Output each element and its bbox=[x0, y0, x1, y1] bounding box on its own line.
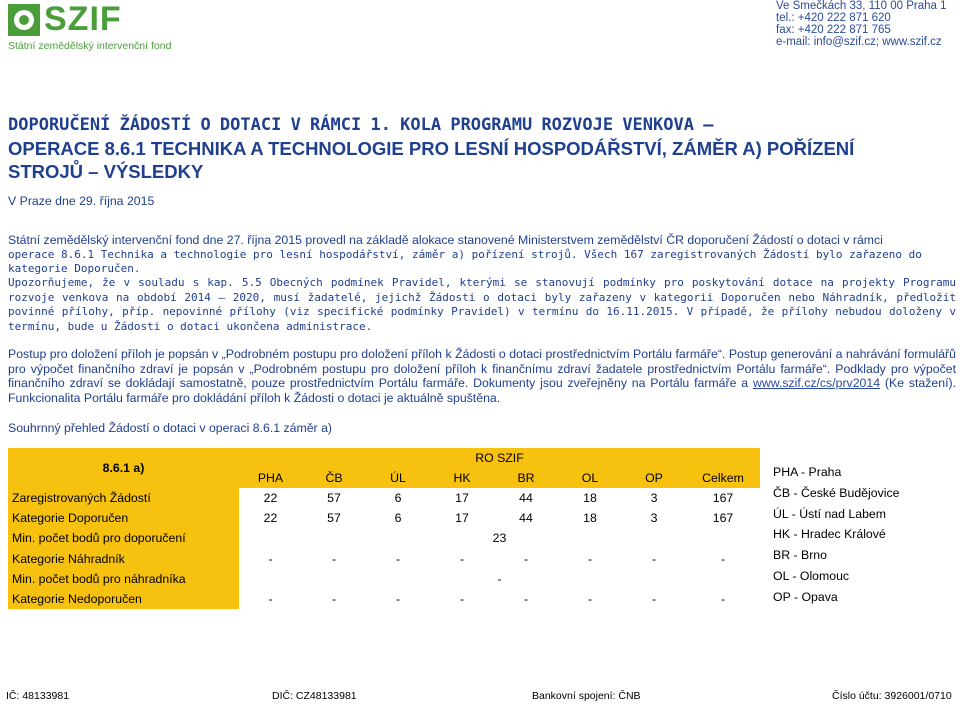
footer-dic: DIČ: CZ48133981 bbox=[272, 690, 357, 702]
title-line-3: STROJŮ – VÝSLEDKY bbox=[8, 161, 204, 182]
legend-item: PHA - Praha bbox=[773, 465, 842, 479]
table-cell: 22 bbox=[263, 511, 278, 526]
table-cell: - bbox=[587, 591, 593, 606]
table-cell: - bbox=[268, 551, 273, 566]
table-cell: - bbox=[587, 551, 593, 566]
table-cell: - bbox=[459, 551, 465, 566]
table-cell: - bbox=[651, 551, 657, 566]
table-cell: 18 bbox=[583, 511, 597, 526]
logo-text: SZIF bbox=[44, 0, 122, 38]
document-date: V Praze dne 29. října 2015 bbox=[8, 194, 155, 208]
szif-logo bbox=[8, 0, 188, 52]
paragraph-procedure-tail: (Ke stažení). Funkcionalita Portálu farmáře pro dokládání příloh k Žádosti o dotaci je aktuálně spuštěna. bbox=[8, 376, 956, 405]
legend-item: OL - Olomouc bbox=[773, 568, 850, 583]
contact-phone: tel.: +420 222 871 620 bbox=[776, 12, 891, 24]
table-cell: - bbox=[395, 551, 401, 566]
col-header-pha: PHA bbox=[239, 468, 302, 488]
legend-item: ÚL - Ústí nad Labem bbox=[773, 506, 887, 521]
table-row bbox=[8, 589, 760, 609]
paragraph-intro-line-1: Státní zemědělský intervenční fond dne 27. října 2015 provedl na základě alokace stanovené Ministerstvem zemědělství ČR doporučení Žádostí o dotaci v rámci bbox=[8, 233, 883, 247]
table-cell: - bbox=[523, 591, 529, 606]
contact-fax: fax: +420 222 871 765 bbox=[776, 24, 891, 36]
col-header-cb: ČB bbox=[302, 468, 366, 488]
footer-ico: IČ: 48133981 bbox=[6, 690, 70, 702]
szif-emblem-icon bbox=[8, 4, 40, 36]
legend-item: BR - Brno bbox=[773, 548, 827, 563]
table-header-row bbox=[8, 448, 760, 468]
table-cell: 6 bbox=[394, 511, 402, 526]
table-row bbox=[8, 488, 760, 508]
table-cell: 57 bbox=[327, 491, 341, 506]
table-row bbox=[8, 569, 760, 589]
prv2014-link[interactable]: www.szif.cz/cs/prv2014 bbox=[752, 376, 881, 390]
table-cell: - bbox=[651, 591, 657, 606]
col-header-ol: OL bbox=[558, 468, 622, 488]
table-cell: 22 bbox=[263, 491, 278, 506]
table-cell: 3 bbox=[650, 491, 658, 506]
summary-table bbox=[8, 448, 760, 609]
table-cell: 6 bbox=[394, 491, 402, 506]
table-cell: 17 bbox=[455, 511, 469, 526]
paragraph-procedure-text: Postup pro doložení příloh je popsán v „Podrobném postupu pro doložení příloh k Žádosti o dotaci prostřednictvím Portálu farmáře“. Postup generování a nahrávání formulářů pro výpočet finančního zdraví je popsán v „Podrobném postupu pro doložení příloh k finančnímu zdraví žadatele prostřednictvím Portálu farmáře“. Podklady pro výpočet finančního zdraví se dokládají samostatně, pouze prostřednictvím Portálu farmáře. Dokumenty jsou zveřejněny na Portálu farmáře a bbox=[8, 347, 956, 390]
paragraph-notice: Upozorňujeme, že v souladu s kap. 5.5 Obecných podmínek Pravidel, kterými se stanovují podmínky pro poskytování dotace na projekty Programu rozvoje venkova na období 2014 – 2020, musí žadatelé, jejichž Žádosti o dotaci byly zařazeny v kategorii Doporučen nebo Náhradník, předložit povinné přílohy, příp. nepovinné přílohy (viz specifické podmínky Pravidel) v termínu do 16.11.2015. V případě, že přílohy nebudou doloženy v termínu, bude u Žádosti o dotaci ukončena administrace. bbox=[8, 276, 956, 333]
col-header-op: OP bbox=[622, 468, 686, 488]
legend-item: HK - Hradec Králové bbox=[773, 527, 886, 542]
table-cell: 18 bbox=[583, 491, 597, 506]
summary-heading: Souhrnný přehled Žádostí o dotaci v operaci 8.6.1 záměr a) bbox=[8, 421, 333, 435]
table-cell: - bbox=[720, 591, 726, 606]
col-header-celkem: Celkem bbox=[686, 468, 760, 488]
col-header-br: BR bbox=[494, 468, 558, 488]
table-cell-merged: - bbox=[497, 571, 502, 586]
table-cell: 167 bbox=[712, 511, 734, 526]
contact-email-web: e-mail: info@szif.cz; www.szif.cz bbox=[776, 36, 942, 48]
table-cell: - bbox=[331, 591, 337, 606]
table-cell: 57 bbox=[327, 511, 341, 526]
table-cell: 167 bbox=[712, 491, 734, 506]
contact-block bbox=[776, 0, 946, 48]
row-label: Min. počet bodů pro doporučení bbox=[8, 528, 239, 548]
table-row bbox=[8, 548, 760, 568]
document-title bbox=[8, 114, 956, 183]
table-cell: - bbox=[459, 591, 465, 606]
table-cell: 3 bbox=[650, 511, 658, 526]
table-group-header: RO SZIF bbox=[239, 448, 760, 468]
paragraph-procedure bbox=[8, 347, 956, 405]
paragraph-intro-line-2: operace 8.6.1 Technika a technologie pro lesní hospodářství, záměr a) pořízení strojů. Všech 167 zaregistrovaných Žádostí bylo zařazeno do kategorie Doporučen. bbox=[8, 247, 922, 275]
table-cell: - bbox=[268, 591, 273, 606]
col-header-hk: HK bbox=[430, 468, 494, 488]
title-line-2: OPERACE 8.6.1 TECHNIKA A TECHNOLOGIE PRO LESNÍ HOSPODÁŘSTVÍ, ZÁMĚR A) POŘÍZENÍ bbox=[8, 138, 855, 159]
table-cell: 44 bbox=[519, 491, 533, 506]
table-cell: 44 bbox=[519, 511, 533, 526]
region-legend bbox=[773, 462, 899, 608]
table-cell: 17 bbox=[455, 491, 469, 506]
table-row bbox=[8, 528, 760, 548]
table-row bbox=[8, 508, 760, 528]
footer-bank: Bankovní spojení: ČNB bbox=[532, 690, 641, 702]
table-cell: - bbox=[331, 551, 337, 566]
footer-account: Číslo účtu: 3926001/0710 bbox=[832, 690, 952, 702]
table-cell-merged: 23 bbox=[492, 531, 507, 546]
paragraph-intro bbox=[8, 233, 956, 277]
row-label: Min. počet bodů pro náhradníka bbox=[8, 569, 239, 589]
row-label: Kategorie Doporučen bbox=[8, 508, 239, 528]
row-label: Zaregistrovaných Žádostí bbox=[8, 488, 239, 508]
table-cell: - bbox=[720, 551, 726, 566]
logo-subtitle: Státní zemědělský intervenční fond bbox=[8, 40, 172, 52]
table-cell: - bbox=[523, 551, 529, 566]
table-cell: - bbox=[395, 591, 401, 606]
row-label: Kategorie Nedoporučen bbox=[8, 589, 239, 609]
contact-address: Ve Smečkách 33, 110 00 Praha 1 bbox=[776, 0, 947, 12]
table-corner-label: 8.6.1 a) bbox=[8, 448, 239, 488]
legend-item: OP - Opava bbox=[773, 589, 838, 604]
title-line-1: DOPORUČENÍ ŽÁDOSTÍ O DOTACI V RÁMCI 1. KOLA PROGRAMU ROZVOJE VENKOVA – bbox=[8, 115, 714, 135]
col-header-ul: ÚL bbox=[366, 468, 430, 488]
row-label: Kategorie Náhradník bbox=[8, 548, 239, 568]
legend-item: ČB - České Budějovice bbox=[773, 485, 900, 500]
